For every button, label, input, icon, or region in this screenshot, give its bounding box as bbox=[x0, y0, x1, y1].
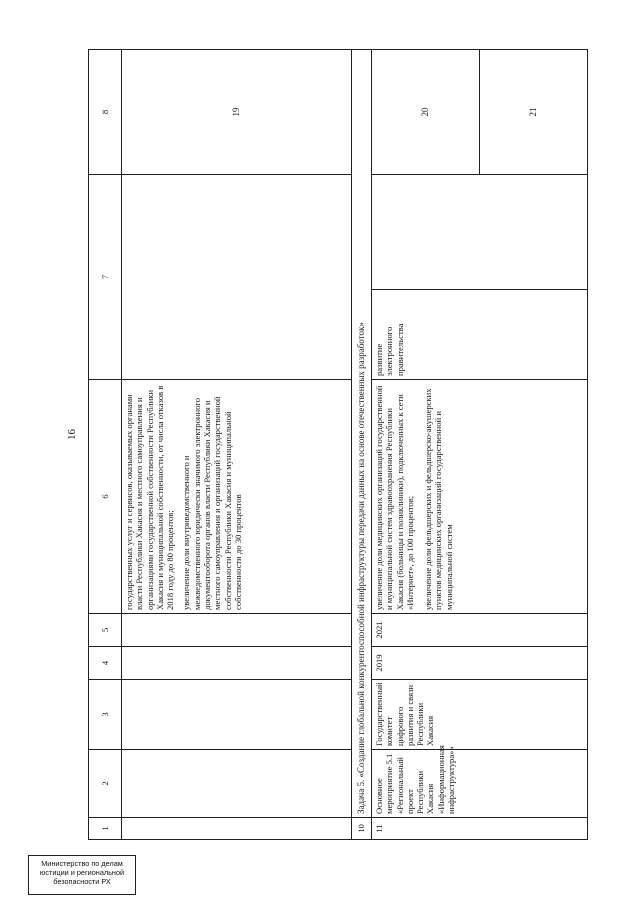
header-cell: 7 bbox=[89, 175, 122, 380]
reference-cell bbox=[372, 50, 588, 175]
indicator-text: увеличение доли фельдшерских и фельдшерско-акушерских пунктов медицинских организаций государственной и муниципальной систем bbox=[423, 388, 454, 610]
reference-number: 20 bbox=[372, 50, 480, 174]
header-row bbox=[89, 50, 122, 840]
header-cell: 4 bbox=[89, 647, 122, 680]
rotated-table-container bbox=[88, 50, 588, 840]
ministry-stamp bbox=[28, 855, 136, 895]
page-number: 16 bbox=[66, 429, 78, 440]
task-title: Задача 5. «Создание глобальной конкурентоспособной инфраструктуры передачи данных на основе отечественных разработок» bbox=[352, 50, 372, 818]
table-cell bbox=[122, 750, 352, 818]
indicator-cell bbox=[372, 380, 588, 614]
reference-number: 19 bbox=[122, 50, 352, 175]
table-cell bbox=[122, 818, 352, 840]
start-year: 2019 bbox=[372, 647, 588, 680]
table-cell bbox=[122, 647, 352, 680]
measure-name: Основное мероприятие 5.1 «Региональный проект Республики Хакасия «Информационная инфраструктура»» bbox=[372, 750, 588, 818]
direction-text: развитие электронного правительства bbox=[372, 289, 587, 379]
header-cell: 1 bbox=[89, 818, 122, 840]
table-cell bbox=[122, 614, 352, 647]
end-year: 2021 bbox=[372, 614, 588, 647]
header-cell: 2 bbox=[89, 750, 122, 818]
indicator-text: государственных услуг и сервисов, оказываемых органами власти Республики Хакасия и местного самоуправления и организациями государственной собственности Республики Хакасия и муниципальной собственности, от числа отказов в 2018 году до 80 процентов; bbox=[124, 385, 176, 610]
program-table bbox=[88, 49, 588, 840]
table-cell bbox=[122, 680, 352, 750]
row-number: 11 bbox=[372, 818, 588, 840]
indicator-text: увеличение доли медицинских организаций государственной и муниципальной систем здравоохранения Республики Хакасия (больницы и поликлиники), подключенных к сети «Интернет», до 100 процентов; bbox=[374, 385, 415, 610]
header-cell: 8 bbox=[89, 50, 122, 175]
indicator-text: увеличение доли внутриведомственного и межведомственного юридически значимого электронного документооборота органов власти Республики Хакасия и местного самоуправления и организаций государственной собственности Республики Хакасия и муниципальной собственности до 30 процентов bbox=[181, 396, 243, 610]
table-cell bbox=[122, 175, 352, 380]
stamp-line: безопасности РХ bbox=[53, 877, 111, 887]
stamp-line: Министерство по делам bbox=[41, 859, 123, 868]
header-cell: 6 bbox=[89, 380, 122, 614]
reference-number: 21 bbox=[528, 107, 539, 117]
continuation-row bbox=[122, 50, 352, 840]
indicator-cell bbox=[122, 380, 352, 614]
task-row bbox=[352, 50, 372, 840]
header-cell: 5 bbox=[89, 614, 122, 647]
table-row-11 bbox=[372, 50, 588, 840]
row-number: 10 bbox=[352, 818, 372, 840]
header-cell: 3 bbox=[89, 680, 122, 750]
responsible-executor: Государственный комитет цифрового развития и связи Республики Хакасия bbox=[372, 680, 588, 750]
direction-cell bbox=[372, 175, 588, 380]
stamp-line: юстиции и региональной bbox=[39, 868, 125, 878]
